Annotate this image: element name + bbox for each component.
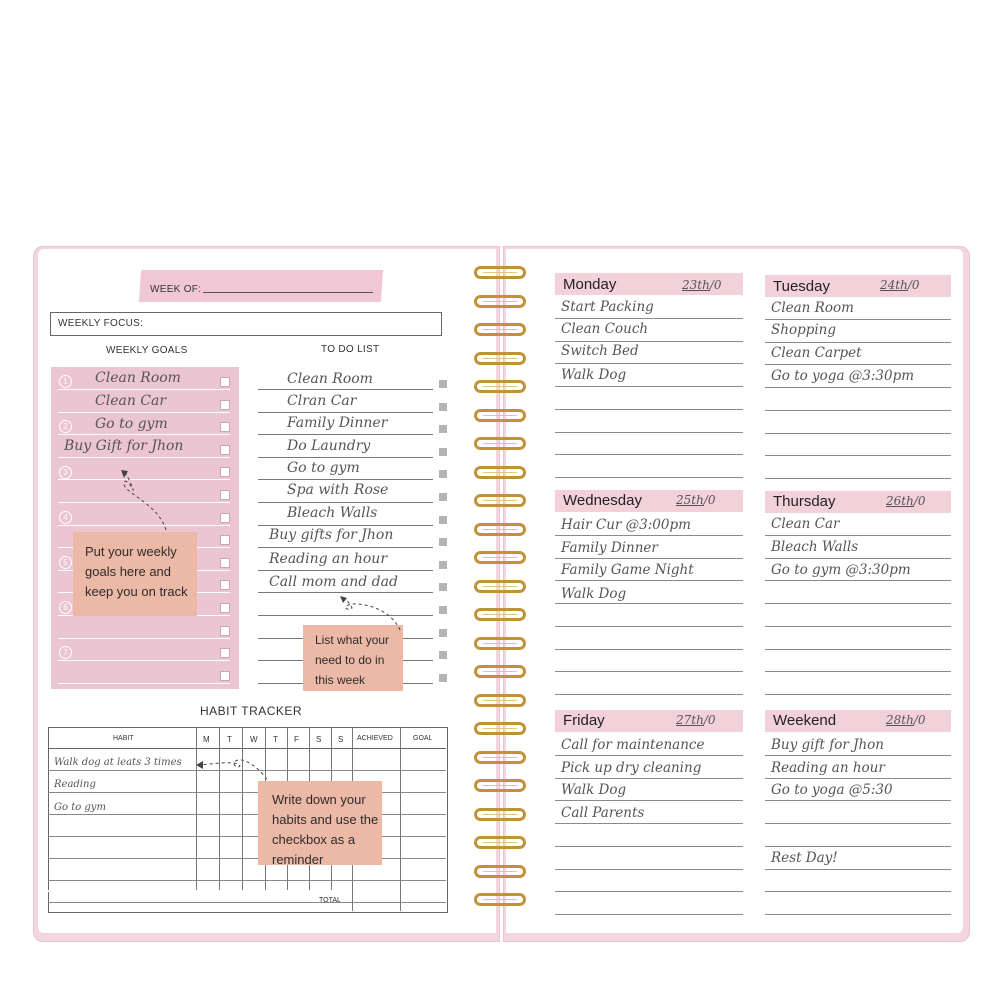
spiral-coil xyxy=(474,694,526,707)
day-line xyxy=(765,649,951,650)
goal-item: Buy Gift for Jhon xyxy=(64,438,184,454)
day-entry: Clean Couch xyxy=(561,321,649,337)
day-date-day: 26th xyxy=(886,494,914,508)
todo-item: Reading an hour xyxy=(269,551,388,567)
spiral-coil xyxy=(474,779,526,792)
day-col-header: S xyxy=(316,735,322,744)
goals-arrowhead xyxy=(121,470,128,478)
day-line xyxy=(765,823,951,824)
spiral-coil xyxy=(474,551,526,564)
habit-col-line xyxy=(242,727,243,890)
todo-item: Do Laundry xyxy=(287,438,371,454)
day-line xyxy=(765,433,951,434)
todo-item: Bleach Walls xyxy=(287,505,378,521)
day-date xyxy=(880,278,920,292)
day-name: Friday xyxy=(563,712,605,729)
day-line xyxy=(555,477,743,478)
spiral-coil xyxy=(474,266,526,279)
day-line xyxy=(555,649,743,650)
day-entry: Call for maintenance xyxy=(561,737,705,753)
day-line xyxy=(555,671,743,672)
habit-row-line xyxy=(48,792,446,793)
goal-col-header: GOAL xyxy=(413,735,433,742)
day-line xyxy=(765,694,951,695)
day-line xyxy=(765,755,951,756)
day-line xyxy=(765,410,951,411)
day-line xyxy=(765,626,951,627)
goal-item: Clean Car xyxy=(95,393,167,409)
day-line xyxy=(765,387,951,388)
day-entry: Call Parents xyxy=(561,805,645,821)
day-entry: Go to yoga @3:30pm xyxy=(771,368,915,384)
habit-item: Go to gym xyxy=(54,802,106,813)
day-line xyxy=(555,454,743,455)
day-entry: Walk Dog xyxy=(561,782,627,798)
spiral-coil xyxy=(474,295,526,308)
day-line xyxy=(555,558,743,559)
day-date-day: 28th xyxy=(886,713,914,727)
day-line xyxy=(555,603,743,604)
day-line xyxy=(555,914,743,915)
day-line xyxy=(555,535,743,536)
habit-row-line xyxy=(48,814,446,815)
todo-heading: TO DO LIST xyxy=(321,344,380,355)
day-entry: Start Packing xyxy=(561,299,654,315)
day-date xyxy=(676,493,716,507)
day-entry: Walk Dog xyxy=(561,367,627,383)
spiral-coil xyxy=(474,466,526,479)
goal-item: Clean Room xyxy=(95,370,181,386)
week-of-label: WEEK OF: xyxy=(150,284,202,295)
spiral-coil xyxy=(474,865,526,878)
day-date-day: 25th xyxy=(676,493,704,507)
day-entry: Clean Carpet xyxy=(771,345,862,361)
day-name: Wednesday xyxy=(563,492,642,509)
day-entry: Shopping xyxy=(771,322,837,338)
spiral-coil xyxy=(474,437,526,450)
day-entry: Reading an hour xyxy=(771,760,885,776)
day-line xyxy=(555,386,743,387)
day-line xyxy=(555,432,743,433)
day-line xyxy=(765,478,951,479)
day-name: Tuesday xyxy=(773,278,830,295)
day-line xyxy=(765,778,951,779)
day-line xyxy=(555,823,743,824)
day-entry: Clean Room xyxy=(771,300,854,316)
day-col-header: S xyxy=(338,735,344,744)
spiral-coil xyxy=(474,608,526,621)
day-line xyxy=(765,603,951,604)
habit-total-line xyxy=(352,890,353,911)
day-date-day: 27th xyxy=(676,713,704,727)
habit-row-line xyxy=(48,836,446,837)
day-name: Monday xyxy=(563,276,617,293)
spiral-coil xyxy=(474,637,526,650)
todo-arrow xyxy=(343,598,400,630)
spiral-coil xyxy=(474,323,526,336)
day-line xyxy=(555,755,743,756)
spiral-coil xyxy=(474,523,526,536)
day-line xyxy=(555,846,743,847)
todo-item: Clean Room xyxy=(287,371,373,387)
day-entry: Walk Dog xyxy=(561,586,627,602)
habit-total-sep xyxy=(48,890,352,892)
habit-col-line xyxy=(196,727,197,890)
todo-item: Clran Car xyxy=(287,393,357,409)
habit-row-line xyxy=(48,880,446,881)
day-date-day: 23th xyxy=(682,278,710,292)
spiral-coil xyxy=(474,665,526,678)
todo-arrowhead xyxy=(340,596,347,603)
todo-item: Go to gym xyxy=(287,460,360,476)
day-line xyxy=(555,363,743,364)
day-col-header: T xyxy=(273,735,278,744)
day-line xyxy=(765,455,951,456)
todo-item: Buy gifts for Jhon xyxy=(269,527,394,543)
goals-arrow xyxy=(124,470,166,530)
habit-item: Walk dog at leats 3 times xyxy=(54,757,182,768)
day-col-header: M xyxy=(203,735,210,744)
habit-tracker-grid xyxy=(48,727,448,913)
note-todo-text: List what your need to do in this week xyxy=(315,633,390,687)
day-line xyxy=(555,626,743,627)
day-entry: Go to yoga @5:30 xyxy=(771,782,893,798)
day-date xyxy=(886,713,926,727)
day-entry: Family Game Night xyxy=(561,562,694,578)
goal-number: 3 xyxy=(59,466,72,479)
day-name: Weekend xyxy=(773,712,837,729)
day-line xyxy=(765,342,951,343)
day-line xyxy=(555,800,743,801)
day-entry: Pick up dry cleaning xyxy=(561,760,702,776)
day-line xyxy=(555,778,743,779)
spiral-coil xyxy=(474,751,526,764)
habit-row-line xyxy=(48,902,446,903)
habit-col-line xyxy=(400,727,401,890)
day-date-month: /0 xyxy=(913,713,926,727)
habit-header-line xyxy=(48,748,446,749)
day-entry: Hair Cur @3:00pm xyxy=(561,517,691,533)
day-line xyxy=(555,409,743,410)
spiral-coil xyxy=(474,380,526,393)
day-entry: Go to gym @3:30pm xyxy=(771,562,911,578)
day-date-day: 24th xyxy=(880,278,908,292)
day-line xyxy=(765,319,951,320)
todo-item: Spa with Rose xyxy=(287,482,389,498)
habit-total-line xyxy=(400,890,401,911)
goal-item: Go to gym xyxy=(95,416,168,432)
habit-item: Reading xyxy=(54,779,96,790)
day-entry: Family Dinner xyxy=(561,540,658,556)
day-col-header: F xyxy=(294,735,299,744)
spiral-coil xyxy=(474,836,526,849)
habit-col-header: HABIT xyxy=(113,735,134,742)
total-label: TOTAL xyxy=(319,897,341,904)
day-line xyxy=(765,891,951,892)
spiral-coil xyxy=(474,352,526,365)
day-date xyxy=(676,713,716,727)
goal-number: 4 xyxy=(59,511,72,524)
note-habit xyxy=(258,781,382,865)
day-line xyxy=(765,800,951,801)
note-habit-text: Write down your habits and use the checkbox as a reminder xyxy=(272,792,379,867)
day-line xyxy=(765,558,951,559)
todo-item: Family Dinner xyxy=(287,415,388,431)
day-line xyxy=(765,535,951,536)
goal-number: 7 xyxy=(59,646,72,659)
goal-number: 1 xyxy=(59,375,72,388)
day-line xyxy=(555,891,743,892)
weekly-goals-heading: WEEKLY GOALS xyxy=(106,345,188,356)
day-date-month: /0 xyxy=(709,278,722,292)
day-line xyxy=(555,869,743,870)
day-line xyxy=(765,364,951,365)
day-name: Thursday xyxy=(773,493,836,510)
day-date-month: /0 xyxy=(703,493,716,507)
day-line xyxy=(555,318,743,319)
spiral-coil xyxy=(474,494,526,507)
day-line xyxy=(765,869,951,870)
day-line xyxy=(765,671,951,672)
spiral-coil xyxy=(474,808,526,821)
spiral-coil xyxy=(474,893,526,906)
day-date-month: /0 xyxy=(913,494,926,508)
day-line xyxy=(555,341,743,342)
day-date xyxy=(682,278,722,292)
day-col-header: W xyxy=(250,735,258,744)
day-date-month: /0 xyxy=(907,278,920,292)
habit-row-line xyxy=(48,858,446,859)
habit-tracker-heading: HABIT TRACKER xyxy=(200,704,303,718)
day-line xyxy=(765,580,951,581)
spiral-coil xyxy=(474,409,526,422)
goal-number: 6 xyxy=(59,601,72,614)
weekly-focus-label: WEEKLY FOCUS: xyxy=(58,318,144,329)
day-entry: Clean Car xyxy=(771,516,840,532)
day-entry: Buy gift for Jhon xyxy=(771,737,885,753)
spiral-coil xyxy=(474,580,526,593)
day-line xyxy=(555,580,743,581)
goal-number: 5 xyxy=(59,556,72,569)
note-weekly-goals-text: Put your weekly goals here and keep you on track xyxy=(85,544,188,599)
achieved-col-header: ACHIEVED xyxy=(357,735,393,742)
spiral-coil xyxy=(474,722,526,735)
habit-row-line xyxy=(48,770,446,771)
day-line xyxy=(555,694,743,695)
day-date-month: /0 xyxy=(703,713,716,727)
day-col-header: T xyxy=(227,735,232,744)
goal-number: 2 xyxy=(59,420,72,433)
day-entry: Rest Day! xyxy=(771,850,838,866)
day-entry: Bleach Walls xyxy=(771,539,859,555)
habit-col-line xyxy=(219,727,220,890)
day-entry: Switch Bed xyxy=(561,343,639,359)
day-line xyxy=(765,846,951,847)
day-line xyxy=(765,914,951,915)
day-date xyxy=(886,494,926,508)
todo-item: Call mom and dad xyxy=(269,574,398,590)
